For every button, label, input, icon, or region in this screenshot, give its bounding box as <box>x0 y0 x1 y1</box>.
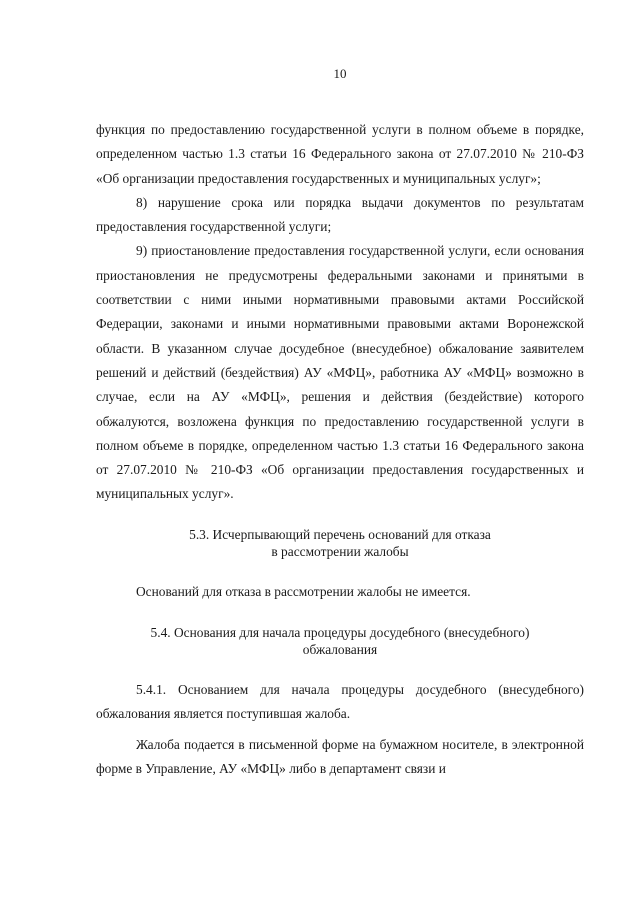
document-body <box>96 118 584 781</box>
section-heading-5-3-line1: 5.3. Исчерпывающий перечень оснований для отказа <box>189 526 491 542</box>
page-number: 10 <box>333 66 347 81</box>
section-heading-5-4 <box>96 624 584 658</box>
paragraph-item-8: 8) нарушение срока или порядка выдачи документов по результатам предоставления государственной услуги; <box>96 194 584 235</box>
section-heading-5-4-line2: обжалования <box>302 642 378 658</box>
section-heading-5-4-line1: 5.4. Основания для начала процедуры досудебного (внесудебного) <box>150 625 530 641</box>
paragraph-continuation: функция по предоставлению государственной услуги в полном объеме в порядке, определенном частью 1.3 статьи 16 Федерального закона от 27.07.2010 № 210-ФЗ «Об организации предоставления государственных и муниципальных услуг»; <box>96 122 584 186</box>
paragraph-item-9: 9) приостановление предоставления государственной услуги, если основания приостановления не предусмотрены федеральными законами и принятыми в соответствии с ними иными нормативными правовыми актами Российской Федерации, законами и иными нормативными правовыми актами Воронежской области. В указанном случае досудебное (внесудебное) обжалование заявителем решений и действий (бездействия) АУ «МФЦ», работника АУ «МФЦ» возможно в случае, если на АУ «МФЦ», решения и действия (бездействие) которого обжалуются, возложена функция по предоставлению государственной услуги в полном объеме в порядке, определенном частью 1.3 статьи 16 Федерального закона от 27.07.2010 № 210-ФЗ «Об организации предоставления государственных и муниципальных услуг». <box>96 243 584 502</box>
paragraph-complaint-form: Жалоба подается в письменной форме на бумажном носителе, в электронной форме в Управление, АУ «МФЦ» либо в департамент связи и <box>96 736 584 776</box>
paragraph-5-4-1: 5.4.1. Основанием для начала процедуры досудебного (внесудебного) обжалования является поступившая жалоба. <box>96 682 584 722</box>
section-5-3-text: Оснований для отказа в рассмотрении жалобы не имеется. <box>136 583 471 599</box>
section-heading-5-3 <box>96 526 584 560</box>
section-heading-5-3-line2: в рассмотрении жалобы <box>271 543 409 559</box>
